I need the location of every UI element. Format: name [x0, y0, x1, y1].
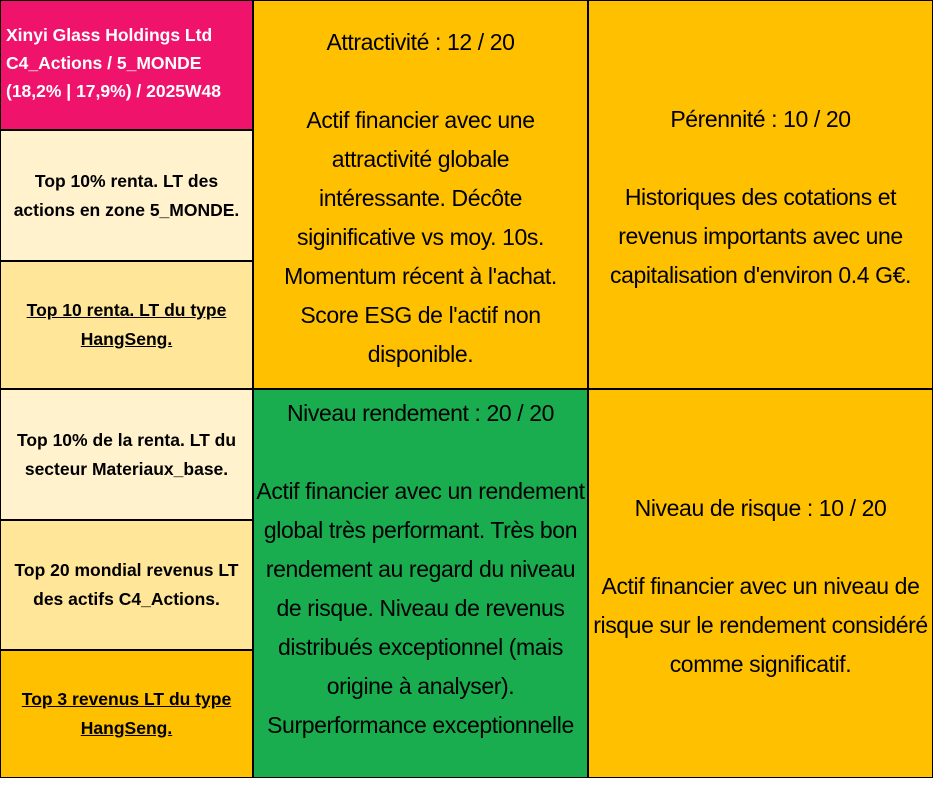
- rank-cell-revenue-type: [0, 650, 253, 778]
- risque-heading: Niveau de risque : 10 / 20: [634, 495, 887, 521]
- attractivite-panel: [253, 0, 588, 389]
- attractivite-heading: Attractivité : 12 / 20: [326, 29, 515, 55]
- perennite-heading: Pérennité : 10 / 20: [670, 106, 851, 132]
- risque-panel: [588, 389, 933, 778]
- rendement-body: Actif financier avec un rendement global très performant. Très bon rendement au regard du niveau de risque. Niveau de revenus distribués exceptionnel (mais origine à analyser). Surperformance exceptionnelle: [256, 478, 585, 738]
- rank-link-type[interactable]: Top 10 renta. LT du type HangSeng.: [26, 300, 227, 349]
- asset-category: C4_Actions / 5_MONDE: [6, 53, 202, 73]
- risque-body: Actif financier avec un niveau de risque sur le rendement considéré comme significatif.: [593, 573, 928, 677]
- rendement-panel: [253, 389, 588, 778]
- perennite-panel: [588, 0, 933, 389]
- rank-cell-type: [0, 261, 253, 389]
- asset-name: Xinyi Glass Holdings Ltd: [6, 25, 213, 45]
- rank-cell-sector: [0, 389, 253, 520]
- asset-title-block: [0, 0, 253, 130]
- rank-text-sector: Top 10% de la renta. LT du secteur Materiaux_base.: [16, 429, 237, 479]
- rank-link-revenue-type[interactable]: Top 3 revenus LT du type HangSeng.: [21, 689, 232, 738]
- rank-text-zone: Top 10% renta. LT des actions en zone 5_MONDE.: [13, 170, 240, 220]
- rank-text-revenue: Top 20 mondial revenus LT des actifs C4_Actions.: [14, 560, 239, 609]
- perennite-body: Historiques des cotations et revenus importants avec une capitalisation d'environ 0.4 G€.: [609, 184, 911, 288]
- asset-performance: (18,2% | 17,9%) / 2025W48: [6, 81, 222, 101]
- attractivite-body: Actif financier avec une attractivité globale intéressante. Décôte siginificative vs moy. 10s. Momentum récent à l'achat. Score ESG de l'actif non disponible.: [284, 107, 557, 367]
- rendement-heading: Niveau rendement : 20 / 20: [286, 400, 555, 426]
- rank-cell-revenue: [0, 520, 253, 650]
- rank-cell-zone: [0, 130, 253, 261]
